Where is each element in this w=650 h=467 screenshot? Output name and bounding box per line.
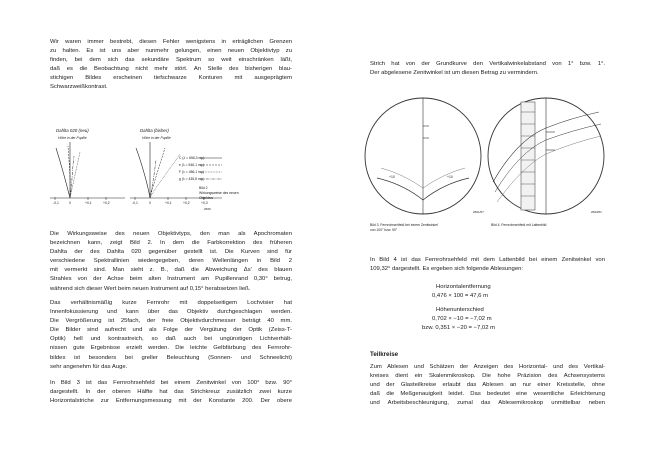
left-paragraph-4 bbox=[50, 379, 292, 406]
text-line: Der abgelesene Zenitwinkel ist um diesen Betrag zu vermindern. bbox=[370, 70, 539, 77]
fig2-legend-e: e (λ = 546,1 mμ) bbox=[179, 163, 204, 167]
fig2-subtitle-right: Höhe in der Pupille bbox=[142, 136, 171, 140]
text-line: Schwarzweißkontrast. bbox=[50, 84, 108, 91]
fig2-tick-label: +0,2 bbox=[183, 201, 190, 205]
text-line: Wir waren immer bestrebt, diesen Fehler wenigstens in erträglichen Grenzen bbox=[50, 39, 292, 45]
fig3-code: 2661/67 bbox=[473, 210, 484, 214]
fig2-caption: Wirkungsweise des neuen bbox=[199, 191, 239, 195]
text-line: kreises dient ein Skalenmikroskop. Die hohe Präzision des Achsensystems bbox=[370, 373, 605, 380]
text-line: 109,32° dargestellt. Es ergeben sich folgende Ablesungen: bbox=[370, 266, 524, 273]
height-difference-label: Höhenunterschied bbox=[436, 307, 484, 313]
text-line: Die Vergrößerung ist 25fach, der freie Objektivdurchmesser beträgt 40 mm. bbox=[50, 318, 292, 325]
right-paragraph-3 bbox=[370, 363, 605, 408]
fig2-caption: Objektivs bbox=[199, 196, 213, 200]
horizontal-distance-label: Horizontalentfernung bbox=[436, 284, 491, 290]
fig4-telescope-field-with-staff bbox=[485, 92, 607, 220]
height-difference-value-1: 0,702 × −10 = −7,02 m bbox=[432, 316, 492, 322]
fig2-tick-label: 0 bbox=[149, 201, 151, 205]
horizontal-distance-value: 0,476 × 100 = 47,6 m bbox=[432, 293, 489, 299]
text-line: Optik) hell und kontrastreich, so daß auch bei ungünstigen Lichtverhält- bbox=[50, 336, 292, 343]
fig2-tick-label: +0,3 bbox=[201, 201, 208, 205]
text-line: bezeichnen kann, zeigt Bild 2. In dem die Farbkorrektion des früheren bbox=[50, 240, 292, 247]
text-line: mit vermerkt sind. Man sieht z. B., daß die Abweichung Δs' des blauen bbox=[50, 267, 292, 274]
text-line: finden, bei dem sich das sekundäre Spektrum so weit einschränken läßt, bbox=[50, 57, 292, 64]
fig2-tick-label: 0 bbox=[69, 201, 71, 205]
fig2-tick-label: +0,1 bbox=[85, 201, 92, 205]
right-page bbox=[325, 0, 650, 467]
fig3-caption: Bild 3. Fernrohrsehfeld bei einem Zenitwinkel bbox=[370, 223, 438, 227]
text-line: Die Bilder sind aufrecht und als Folge der Vergütung der Optik (Zeiss-T- bbox=[50, 327, 292, 334]
section-heading-teilkreise: Teilkreise bbox=[370, 351, 399, 358]
fig3-label-left: +10 bbox=[389, 175, 395, 179]
text-line: Zum Ablesen und Schätzen der Anzeigen des Horizontal- und des Vertikal- bbox=[370, 364, 605, 370]
fig2-tick-label: -0,1 bbox=[132, 201, 138, 205]
text-line: Strahles von der Achse beim alten Instrument am Pupillenrand 0,30° betrug, bbox=[50, 276, 292, 283]
text-line: In Bild 4 ist das Fernrohrsehfeld mit dem Lattenbild bei einem Zenitwinkel von bbox=[370, 257, 605, 263]
fig3-telescope-field bbox=[363, 92, 483, 220]
fig4-code: 2663/61 bbox=[591, 210, 602, 214]
text-line: Horizontalstriche zur Entfernungsmessung mit der Konstante 200. Der obere bbox=[50, 398, 292, 405]
fig2-title-right: Dahlta (bisher) bbox=[140, 128, 169, 133]
text-line: nissen gute Ergebnisse erzielt werden. Die leichte Gelbfärbung des Fernrohr- bbox=[50, 345, 292, 352]
text-line: daß es die Beobachtung nicht mehr stört. An Stelle des bisherigen blau- bbox=[50, 66, 292, 73]
fig4-caption: Bild 4. Fernrohrsehfeld mit Lattenbild bbox=[491, 223, 547, 227]
text-line: stichigen Bildes erscheinen tiefschwarze Konturen mit ausgeprägtem bbox=[50, 75, 292, 82]
text-line: In Bild 3 ist das Fernrohrsehfeld bei einem Zenitwinkel von 100° bzw. 90° bbox=[50, 380, 292, 386]
fig2-legend-g: g (λ = 435,8 mμ) bbox=[179, 177, 204, 181]
height-difference-value-2: bzw. 0,351 × −20 = −7,02 m bbox=[422, 325, 496, 331]
text-line: Die Wirkungsweise des neuen Objektivtyps, den man als Apochromaten bbox=[50, 231, 292, 237]
fig2-tick-label: -0,1 bbox=[53, 201, 59, 205]
fig2-tick-label: +0,2 bbox=[103, 201, 110, 205]
text-line: und Arbeitsbeschleunigung, zumal das Ablesemikroskop unmittelbar neben bbox=[370, 400, 605, 407]
fig2-subtitle-left: Höhe in der Pupille bbox=[58, 136, 87, 140]
fig2-title-left: Dahlta 020 (neu) bbox=[56, 128, 89, 133]
left-paragraph-1 bbox=[50, 38, 292, 93]
fig2-code: 2669 bbox=[204, 207, 211, 211]
text-line: dargestellt. In der oberen Hälfte hat das Strichkreuz zusätzlich zwei kurze bbox=[50, 389, 292, 396]
fig2-caption: Bild 2 bbox=[199, 186, 208, 190]
text-line: Strich hat von der Grundkurve den Vertikalwinkelabstand von 1° bzw. 1°. bbox=[370, 61, 605, 67]
text-line: und der Glasteilkreise erlaubt das Ablesen an nur einer Kreisstelle, ohne bbox=[370, 382, 605, 389]
text-line: zu halten. Es ist uns aber nunmehr gelungen, einen neuen Objektivtyp zu bbox=[50, 48, 292, 55]
text-line: sehr angenehm für das Auge. bbox=[50, 363, 128, 370]
text-line: Das verhältnismäßig kurze Fernrohr mit doppelseitigem Lochvisier hat bbox=[50, 300, 292, 306]
left-paragraph-3 bbox=[50, 299, 292, 372]
text-line: daß die Meßgenauigkeit leidet. Das bedeutet eine wesentliche Erleichterung bbox=[370, 391, 605, 398]
right-paragraph-2 bbox=[370, 256, 605, 274]
fig2-legend-f: F (λ = 486,1 mμ) bbox=[179, 170, 205, 174]
text-line: Dahlta der des Dahlta 020 gegenüber gestellt ist. Die Kurven sind für bbox=[50, 249, 292, 256]
left-paragraph-2 bbox=[50, 230, 292, 294]
text-line: Innenfokussierung und kann über das Objektiv durchgeschlagen werden. bbox=[50, 309, 292, 316]
fig2-tick-label: +0,1 bbox=[165, 201, 172, 205]
right-paragraph-1 bbox=[370, 60, 605, 78]
text-line: während sich dieser Wert beim neuen Instrument auf 0,15° herabsetzen ließ. bbox=[50, 285, 251, 292]
fig3-label-right: +10 bbox=[447, 175, 453, 179]
fig2-legend-c: C (λ = 656,3 mμ) bbox=[179, 156, 205, 160]
fig3-caption: von 100° bzw. 90° bbox=[370, 228, 398, 232]
text-line: bildes ist besonders bei greller Beleuchtung (Sonnen- und Schneelicht) bbox=[50, 354, 292, 361]
text-line: verschiedene Spektrallinien wiedergegeben, deren Wellenlängen in Bild 2 bbox=[50, 258, 292, 265]
